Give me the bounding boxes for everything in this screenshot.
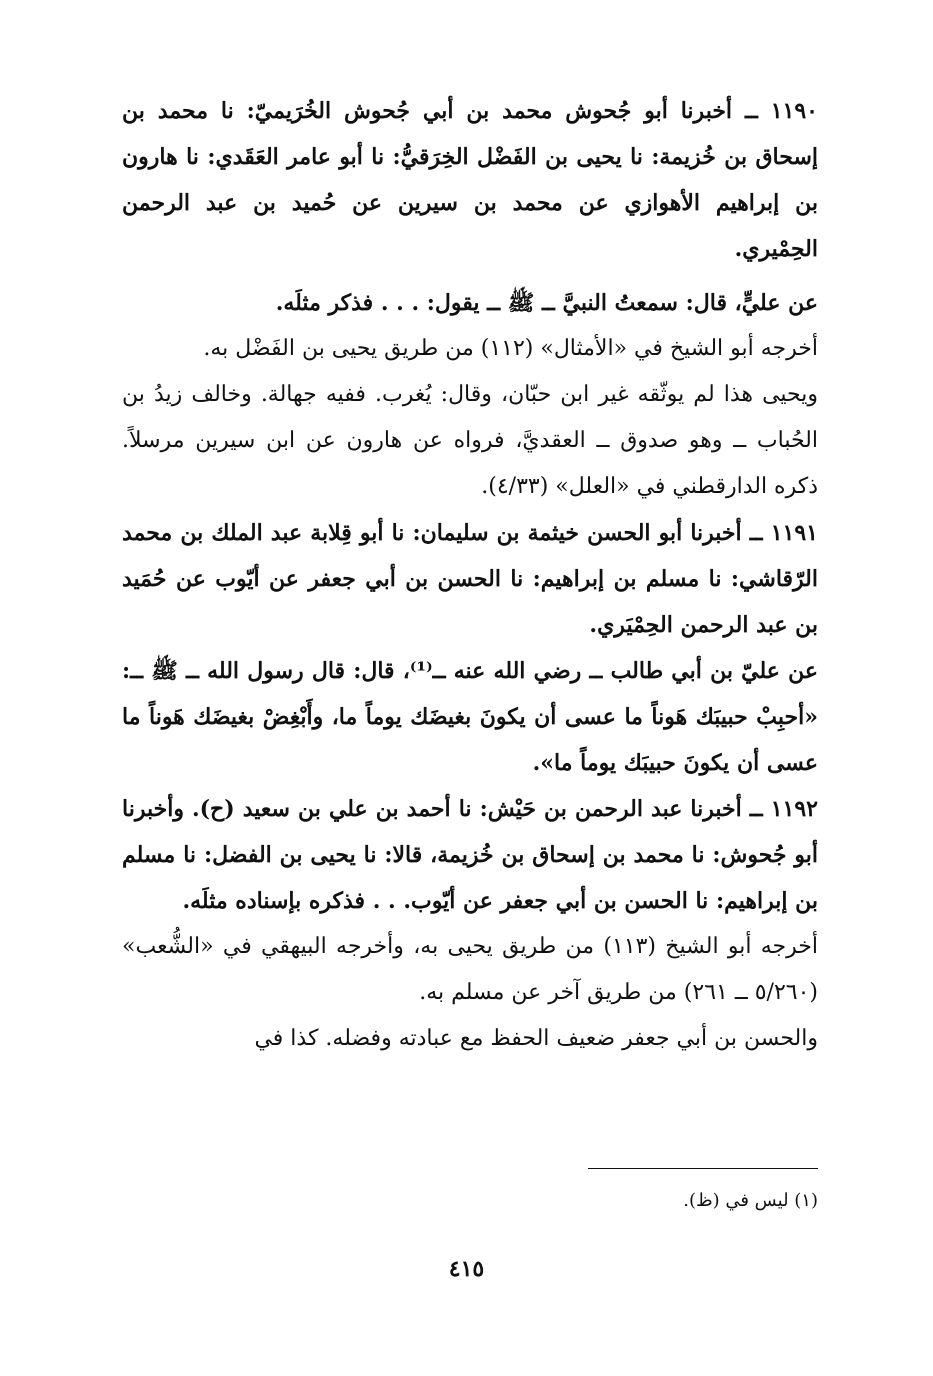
hadith-1191-isnad: ١١٩١ ــ أخبرنا أبو الحسن خيثمة بن سليمان: نا أبو قِلابة عبد الملك بن محمد الرّقاشي: نا مسلم بن إبراهيم: نا الحسن بن أبي جعفر عن أيّوب عن حُمَيد بن عبد الرحمن الحِمْيَري. [122, 520, 818, 638]
page-number: ٤١٥ [448, 1256, 485, 1282]
commentary-1190: ويحيى هذا لم يوثّقه غير ابن حبّان، وقال: يُغرب. ففيه جهالة. وخالف زيدُ بن الحُباب ــ وهو صدوق ــ العقديَّ، فرواه عن هارون عن ابن سيرين مرسلاً. ذكره الدارقطني في «العلل» (٤/٣٣). [122, 382, 818, 499]
hadith-1192-isnad: ١١٩٢ ــ أخبرنا عبد الرحمن بن حَيْش: نا أحمد بن علي بن سعيد (ح). وأخبرنا أبو جُحوش: نا محمد بن إسحاق بن خُزيمة، قالا: نا يحيى بن الفضل: نا مسلم بن إبراهيم: نا الحسن بن أبي جعفر عن أيّوب. . . فذكره بإسناده مثلَه. [122, 796, 818, 914]
hadith-1191-matn: عن عليّ بن أبي طالب ــ رضي الله عنه ــ⁽¹⁾، قال: قال رسول الله ــ ﷺ ــ: «أحبِبْ حبيبَك هَوناً ما عسى أن يكونَ بغيضَك يوماً ما، وأَبْغِضْ بغيضَك هَوناً ما عسى أن يكونَ حبيبَك يوماً ما». [122, 658, 819, 776]
takhrij-1190: أخرجه أبو الشيخ في «الأمثال» (١١٢) من طريق يحيى بن الفَضْل به. [203, 336, 818, 361]
takhrij-1192: أخرجه أبو الشيخ (١١٣) من طريق يحيى به، وأخرجه البيهقي في «الشُّعب» (٥/٢٦٠ ــ ٢٦١) من طريق آخر عن مسلم به. [122, 934, 818, 1005]
footnote-divider [588, 1168, 818, 1169]
hadith-1190-isnad: ١١٩٠ ــ أخبرنا أبو جُحوش محمد بن أبي جُحوش الخُرَيميّ: نا محمد بن إسحاق بن خُزيمة: نا يحيى بن الفَضْل الخِرَقيُّ: نا أبو عامر العَقَدي: نا هارون بن إبراهيم الأهوازي عن محمد بن سيرين عن حُميد بن عبد الرحمن الحِمْيري. [122, 98, 818, 262]
hadith-1190-matn: عن عليٍّ، قال: سمعتُ النبيَّ ــ ﷺ ــ يقول: . . . فذكر مثلَه. [275, 290, 818, 316]
footnote: (١) ليس في (ظ). [683, 1190, 818, 1211]
commentary-1192: والحسن بن أبي جعفر ضعيف الحفظ مع عبادته وفضله. كذا في [254, 1026, 818, 1051]
main-text [122, 88, 818, 1062]
